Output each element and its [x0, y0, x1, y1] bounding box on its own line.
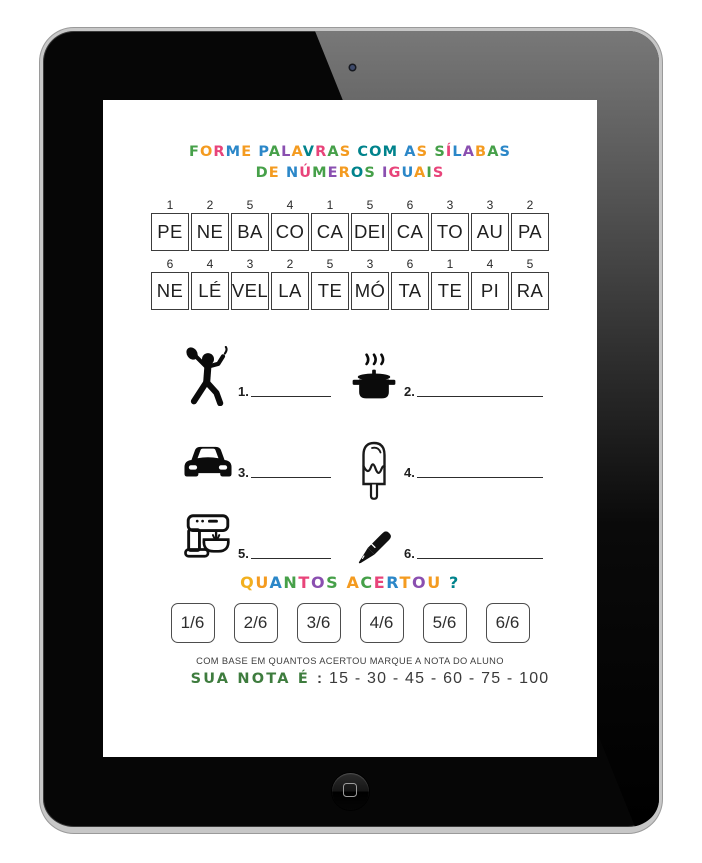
colored-letter: S: [432, 165, 445, 181]
colored-letter: E: [241, 144, 253, 160]
syllable-cell: [311, 197, 349, 251]
colored-letter: A: [413, 165, 427, 181]
syllable-box: TO: [431, 213, 469, 251]
colored-letter: C: [360, 573, 374, 592]
score-option-box[interactable]: 5/6: [423, 603, 467, 643]
colored-letter: N: [285, 165, 300, 181]
colored-letter: T: [298, 573, 311, 592]
syllable-cell: [391, 256, 429, 310]
syllable-cell: [511, 197, 549, 251]
colored-letter: A: [269, 573, 284, 592]
colored-letter: Í: [445, 144, 453, 160]
answer-item-6: [347, 482, 543, 563]
pen-icon: [347, 524, 401, 566]
syllable-cell: [151, 197, 189, 251]
syllable-cell: [191, 256, 229, 310]
colored-letter: O: [350, 165, 365, 181]
worksheet-title-line2: [103, 163, 597, 184]
colored-letter: I: [426, 165, 433, 181]
syllable-number: 6: [166, 257, 174, 271]
grade-label: SUA NOTA É: [190, 671, 311, 687]
colored-letter: M: [312, 165, 328, 181]
score-option-box[interactable]: 2/6: [234, 603, 278, 643]
answer-number: 6.: [404, 546, 415, 561]
colored-letter: E: [327, 165, 339, 181]
colored-letter: V: [302, 144, 316, 160]
syllable-box: PI: [471, 272, 509, 310]
syllable-box: TA: [391, 272, 429, 310]
syllable-number: 2: [526, 198, 534, 212]
syllable-cell: [231, 197, 269, 251]
syllable-number: 3: [486, 198, 494, 212]
colored-letter: [442, 573, 449, 592]
tablet-frame: [40, 28, 662, 833]
colored-letter: S: [434, 144, 446, 160]
syllable-cell: [311, 256, 349, 310]
syllable-cell: [151, 256, 189, 310]
answer-write-line[interactable]: [417, 558, 543, 559]
syllable-box: LÉ: [191, 272, 229, 310]
colored-letter: S: [326, 573, 340, 592]
colored-letter: A: [404, 144, 417, 160]
colored-letter: C: [357, 144, 370, 160]
colored-letter: S: [339, 144, 352, 160]
colored-letter: S: [364, 165, 376, 181]
syllable-row: [103, 197, 597, 251]
colored-letter: P: [258, 144, 269, 160]
syllable-box: AU: [471, 213, 509, 251]
syllable-cell: [271, 256, 309, 310]
syllable-cell: [431, 197, 469, 251]
grade-colon: :: [317, 670, 323, 687]
car-icon: [181, 440, 235, 480]
syllable-box: DEI: [351, 213, 389, 251]
colored-letter: O: [369, 144, 383, 160]
colored-letter: U: [401, 165, 414, 181]
syllable-number: 4: [286, 198, 294, 212]
answer-write-line[interactable]: [251, 477, 331, 478]
answer-item-4: [347, 401, 543, 482]
syllable-box: PE: [151, 213, 189, 251]
syllable-cell: [231, 256, 269, 310]
syllable-number: 6: [406, 198, 414, 212]
cooking-pot-icon: [347, 351, 401, 403]
syllable-number: 4: [486, 257, 494, 271]
score-option-box[interactable]: 1/6: [171, 603, 215, 643]
answer-number: 4.: [404, 465, 415, 480]
syllable-cell: [511, 256, 549, 310]
syllable-number: 5: [366, 198, 374, 212]
score-option-box[interactable]: 3/6: [297, 603, 341, 643]
worksheet-title-line1: [103, 142, 597, 163]
home-button-square-icon: [343, 783, 357, 797]
answer-row: [181, 401, 561, 482]
answer-row: [181, 482, 561, 563]
home-button[interactable]: [332, 773, 369, 810]
colored-letter: I: [382, 165, 389, 181]
colored-letter: F: [188, 144, 200, 160]
colored-letter: Ú: [299, 165, 313, 181]
answers-section: [181, 320, 561, 563]
colored-letter: L: [452, 144, 463, 160]
colored-letter: N: [283, 573, 299, 592]
worksheet-title: [103, 142, 597, 184]
grade-values: 15 - 30 - 45 - 60 - 75 - 100: [329, 670, 550, 687]
colored-letter: S: [499, 144, 512, 160]
syllable-cell: [471, 256, 509, 310]
worksheet-page: [103, 100, 597, 757]
syllable-cell: [351, 197, 389, 251]
syllable-number: 5: [246, 198, 254, 212]
score-boxes-row: [103, 603, 597, 643]
colored-letter: A: [268, 144, 282, 160]
answer-row: [181, 320, 561, 401]
answer-number: 5.: [238, 546, 249, 561]
syllable-cell: [191, 197, 229, 251]
colored-letter: R: [315, 144, 328, 160]
colored-letter: O: [310, 573, 327, 592]
colored-letter: G: [388, 165, 402, 181]
colored-letter: U: [255, 573, 270, 592]
syllable-box: TE: [311, 272, 349, 310]
syllable-cell: [351, 256, 389, 310]
colored-letter: A: [327, 144, 340, 160]
syllable-number: 1: [166, 198, 174, 212]
syllable-number: 5: [526, 257, 534, 271]
answer-number: 1.: [238, 384, 249, 399]
colored-letter: O: [412, 573, 428, 592]
grade-line: [123, 670, 617, 688]
colored-letter: R: [386, 573, 400, 592]
colored-letter: E: [373, 573, 387, 592]
score-option-box[interactable]: 6/6: [486, 603, 530, 643]
syllable-box: RA: [511, 272, 549, 310]
syllable-box: TE: [431, 272, 469, 310]
colored-letter: Q: [240, 573, 256, 592]
colored-letter: A: [291, 144, 303, 160]
syllable-number: 5: [326, 257, 334, 271]
syllable-cell: [271, 197, 309, 251]
syllable-number: 3: [246, 257, 254, 271]
syllable-box: NE: [151, 272, 189, 310]
answer-number: 3.: [238, 465, 249, 480]
syllable-box: LA: [271, 272, 309, 310]
score-question: [103, 573, 597, 592]
colored-letter: M: [225, 144, 242, 160]
syllable-cell: [431, 256, 469, 310]
front-camera: [350, 65, 355, 70]
syllable-box: MÓ: [351, 272, 389, 310]
syllable-cell: [391, 197, 429, 251]
answer-write-line[interactable]: [251, 396, 331, 397]
answer-item-2: [347, 320, 543, 401]
syllable-box: VEL: [231, 272, 269, 310]
colored-letter: E: [268, 165, 280, 181]
syllable-number: 2: [206, 198, 214, 212]
grade-instruction: COM BASE EM QUANTOS ACERTOU MARQUE A NOTA DO ALUNO: [196, 656, 504, 666]
syllable-number: 2: [286, 257, 294, 271]
answer-write-line[interactable]: [417, 477, 543, 478]
answer-write-line[interactable]: [417, 396, 543, 397]
colored-letter: O: [199, 144, 214, 160]
syllable-row: [103, 256, 597, 310]
answer-write-line[interactable]: [251, 558, 331, 559]
syllable-cell: [471, 197, 509, 251]
colored-letter: S: [416, 144, 429, 160]
colored-letter: ?: [448, 573, 460, 592]
colored-letter: B: [475, 144, 488, 160]
stand-mixer-icon: [181, 509, 235, 563]
syllable-box: BA: [231, 213, 269, 251]
syllable-number: 4: [206, 257, 214, 271]
colored-letter: M: [382, 144, 399, 160]
colored-letter: A: [487, 144, 500, 160]
syllable-number: 6: [406, 257, 414, 271]
syllable-box: PA: [511, 213, 549, 251]
syllable-rows: [103, 197, 597, 315]
syllable-box: NE: [191, 213, 229, 251]
colored-letter: T: [399, 573, 413, 592]
syllable-number: 3: [446, 198, 454, 212]
colored-letter: L: [281, 144, 292, 160]
syllable-number: 1: [326, 198, 334, 212]
syllable-box: CO: [271, 213, 309, 251]
answer-item-1: [181, 320, 331, 401]
colored-letter: D: [255, 165, 269, 181]
colored-letter: A: [346, 573, 361, 592]
score-option-box[interactable]: 4/6: [360, 603, 404, 643]
colored-letter: A: [462, 144, 476, 160]
colored-letter: U: [427, 573, 442, 592]
peteca-player-icon: [181, 346, 235, 406]
answer-number: 2.: [404, 384, 415, 399]
answer-item-5: [181, 482, 331, 563]
answer-item-3: [181, 401, 331, 482]
colored-letter: R: [338, 165, 351, 181]
syllable-box: CA: [391, 213, 429, 251]
colored-letter: R: [213, 144, 226, 160]
syllable-box: CA: [311, 213, 349, 251]
syllable-number: 1: [446, 257, 454, 271]
syllable-number: 3: [366, 257, 374, 271]
